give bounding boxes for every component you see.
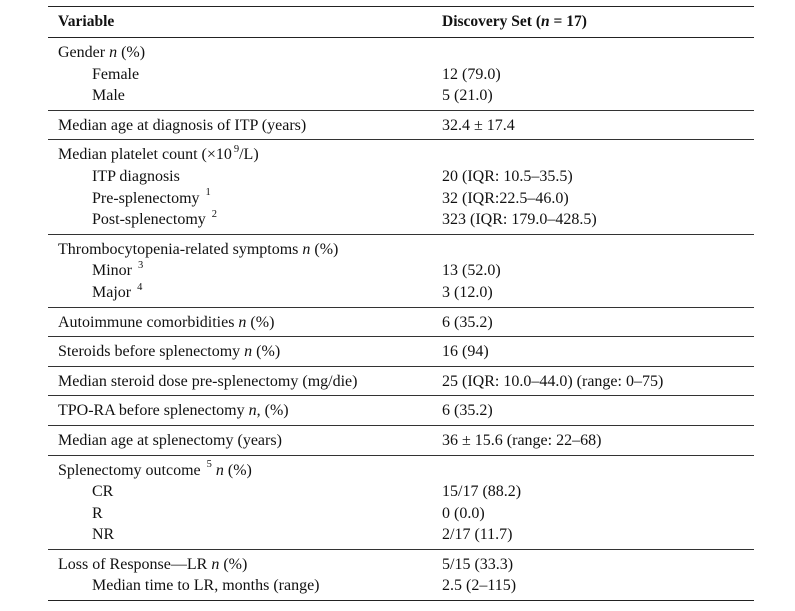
subvariable-label — [48, 282, 442, 304]
variable-italic-n: n — [109, 44, 118, 61]
variable-label — [48, 554, 442, 576]
variable-italic-n: n — [248, 402, 257, 420]
variable-italic-n: n — [302, 240, 311, 258]
variable-text: Median platelet count (×10 — [58, 146, 232, 164]
value-cell: 6 (35.2) — [442, 402, 493, 420]
value-cell: 323 (IQR: 179.0–428.5) — [442, 211, 597, 229]
value-cell: 12 (79.0) — [442, 65, 501, 83]
variable-label — [48, 42, 442, 64]
table-section — [48, 110, 754, 140]
subvariable-label — [48, 166, 442, 188]
variable-text: Splenectomy outcome — [58, 461, 205, 479]
table-body — [48, 38, 754, 600]
variable-text: Median steroid dose pre-splenectomy (mg/die) — [58, 372, 358, 390]
section-title-row — [48, 371, 754, 393]
variable-label — [48, 371, 442, 393]
value-cell: 15/17 (88.2) — [442, 483, 522, 501]
variable-label — [48, 460, 442, 482]
variable-italic-n: n — [211, 555, 220, 573]
section-title-row — [48, 400, 754, 422]
table-row — [48, 166, 754, 188]
header-discovery-set — [442, 13, 754, 31]
variable-label — [48, 400, 442, 422]
subvariable-text: ITP diagnosis — [92, 167, 180, 185]
value-cell: 32 (IQR:22.5–46.0) — [442, 189, 569, 207]
table-row — [48, 209, 754, 231]
table-row — [48, 260, 754, 282]
value-cell — [442, 42, 754, 64]
table-row — [48, 64, 754, 86]
variable-text: Steroids before splenectomy — [58, 343, 245, 361]
table-section — [48, 336, 754, 366]
table-row — [48, 503, 754, 525]
table-row — [48, 575, 754, 597]
variable-text: Thrombocytopenia-related symptoms — [58, 240, 303, 258]
subvariable-text: Female — [92, 65, 140, 83]
value-cell: 5/15 (33.3) — [442, 555, 514, 573]
value-cell — [442, 460, 754, 482]
variable-text-suffix: , (%) — [256, 402, 289, 420]
section-title-row — [48, 115, 754, 137]
variable-text: Loss of Response—LR — [58, 555, 212, 573]
footnote-marker: 3 — [138, 260, 144, 272]
variable-label — [48, 430, 442, 452]
table-section — [48, 549, 754, 600]
value-cell: 3 (12.0) — [442, 283, 493, 301]
header-discovery-suffix: = 17) — [549, 13, 587, 30]
variable-label — [48, 312, 442, 334]
variable-text: Autoimmune comorbidities — [58, 313, 239, 331]
footnote-marker: 5 — [206, 459, 212, 471]
section-title-row — [48, 144, 754, 166]
section-title-row — [48, 42, 754, 64]
variable-text-suffix: (%) — [223, 461, 252, 479]
subvariable-text: CR — [92, 483, 114, 501]
subvariable-label — [48, 64, 442, 86]
variable-text: Median age at diagnosis of ITP (years) — [58, 116, 307, 134]
value-cell: 5 (21.0) — [442, 87, 493, 105]
value-cell: 6 (35.2) — [442, 313, 493, 331]
header-discovery-n: n — [541, 13, 550, 30]
variable-text-suffix: (%) — [219, 555, 248, 573]
value-cell: 16 (94) — [442, 343, 489, 361]
subvariable-text: Major — [92, 283, 136, 301]
variable-label — [48, 115, 442, 137]
footnote-marker: 4 — [137, 281, 143, 293]
header-discovery-prefix: Discovery Set ( — [442, 13, 541, 30]
variable-italic-n: n — [215, 461, 224, 479]
variable-label — [48, 239, 442, 261]
subvariable-label — [48, 260, 442, 282]
table-section — [48, 234, 754, 307]
section-title-row — [48, 554, 754, 576]
variable-text: Gender — [58, 44, 110, 61]
variable-text: Median age at splenectomy (years) — [58, 431, 282, 449]
subvariable-text: Minor — [92, 262, 136, 280]
variable-text-suffix: (%) — [117, 44, 146, 61]
value-cell: 36 ± 15.6 (range: 22–68) — [442, 431, 602, 449]
variable-text: TPO-RA before splenectomy — [58, 402, 249, 420]
section-title-row — [48, 430, 754, 452]
variable-text-suffix: (%) — [310, 240, 339, 258]
table-row — [48, 85, 754, 107]
footnote-marker: 9 — [233, 144, 240, 156]
table-row — [48, 524, 754, 546]
variable-label — [48, 341, 442, 363]
table-section — [48, 38, 754, 110]
variable-italic-n: n — [238, 313, 247, 331]
section-title-row — [48, 341, 754, 363]
variable-italic-n: n — [244, 343, 253, 361]
table-section — [48, 366, 754, 396]
subvariable-text: NR — [92, 526, 115, 544]
table-section — [48, 395, 754, 425]
variable-text-suffix: (%) — [252, 343, 281, 361]
value-cell — [442, 239, 754, 261]
variable-label — [48, 144, 442, 166]
subvariable-label — [48, 524, 442, 546]
footnote-marker: 1 — [205, 187, 211, 199]
value-cell: 13 (52.0) — [442, 262, 501, 280]
table-section — [48, 425, 754, 455]
subvariable-text: Median time to LR, months (range) — [92, 577, 320, 595]
subvariable-text: Male — [92, 87, 125, 105]
subvariable-text: R — [92, 504, 103, 522]
section-title-row — [48, 312, 754, 334]
subvariable-label — [48, 481, 442, 503]
table-section — [48, 307, 754, 337]
value-cell: 2.5 (2–115) — [442, 577, 517, 595]
header-variable: Variable — [58, 13, 115, 30]
table-bottom-rule — [48, 600, 754, 601]
table-section — [48, 139, 754, 233]
footnote-marker: 2 — [211, 208, 218, 220]
subvariable-label — [48, 209, 442, 231]
value-cell: 25 (IQR: 10.0–44.0) (range: 0–75) — [442, 372, 664, 390]
table-row — [48, 282, 754, 304]
subvariable-text: Pre-splenectomy — [92, 189, 204, 207]
characteristics-table — [48, 6, 754, 601]
section-title-row — [48, 239, 754, 261]
value-cell: 20 (IQR: 10.5–35.5) — [442, 167, 573, 185]
table-section — [48, 455, 754, 549]
value-cell: 0 (0.0) — [442, 504, 485, 522]
table-row — [48, 188, 754, 210]
table-header-row — [48, 7, 754, 37]
subvariable-label — [48, 503, 442, 525]
variable-text-suffix: (%) — [246, 313, 275, 331]
value-cell: 32.4 ± 17.4 — [442, 116, 515, 134]
table-row — [48, 481, 754, 503]
subvariable-label — [48, 188, 442, 210]
value-cell — [442, 144, 754, 166]
value-cell: 2/17 (11.7) — [442, 526, 513, 544]
subvariable-label — [48, 85, 442, 107]
section-title-row — [48, 460, 754, 482]
subvariable-text: Post-splenectomy — [92, 211, 210, 229]
variable-text-suffix: /L) — [239, 146, 259, 164]
subvariable-label — [48, 575, 442, 597]
